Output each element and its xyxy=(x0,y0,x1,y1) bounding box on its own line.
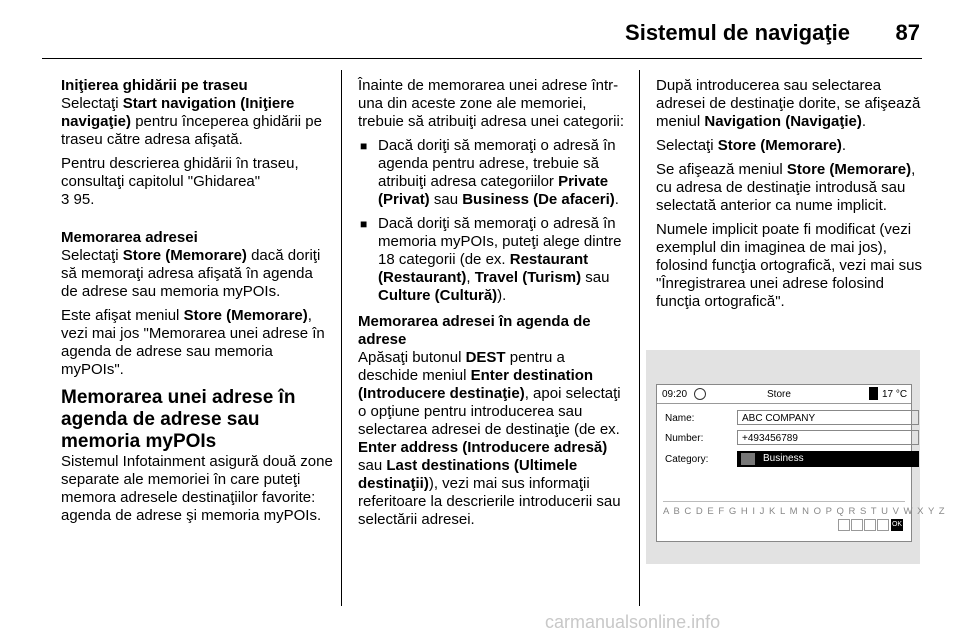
category-list xyxy=(358,137,628,305)
watermark: carmanualsonline.info xyxy=(545,612,721,632)
paragraph: Pentru descrierea ghidării în traseu, consultaţi capitolul "Ghidarea" 3 95. xyxy=(61,155,299,208)
store-screen-figure xyxy=(646,350,946,564)
bullet-icon: ■ xyxy=(360,217,368,231)
paragraph: Apăsaţi butonul DEST pentru a deschide meniul Enter destination (Introducere destinaţie), apoi selectaţi o opţiune pentru introducerea sau selectarea adresei de destinaţie (de ex. Enter address (Introducere adresă) sau Last destinations (Ultimele destinaţii)), vezi mai sus informaţii referitoare la descrierile introducerii sau selectării adresei. xyxy=(358,349,621,528)
cursor-icon[interactable] xyxy=(851,519,863,531)
column-divider-1 xyxy=(341,70,342,606)
screen-time: 09:20 xyxy=(662,389,688,400)
clock-icon xyxy=(694,388,706,400)
number-field[interactable]: +493456789 xyxy=(737,430,919,445)
delete-icon[interactable] xyxy=(864,519,876,531)
page-reference: 3 95. xyxy=(61,191,95,208)
section-heading: Memorarea unei adrese în agenda de adrese sau memoria myPOIs xyxy=(61,387,296,452)
paragraph: Selectaţi Store (Memorare). xyxy=(656,137,847,154)
infotainment-screen xyxy=(656,384,946,542)
screen-title: Store xyxy=(767,389,791,400)
category-value: Business xyxy=(763,453,804,464)
screen-status-bar xyxy=(657,385,911,404)
heading-store-in-address-book: Memorarea adresei în agenda de adrese xyxy=(358,313,591,348)
name-field[interactable]: ABC COMPANY xyxy=(737,410,919,425)
speller-controls xyxy=(837,519,903,531)
arrow-keys-icon[interactable] xyxy=(838,519,850,531)
paragraph: Selectaţi Start navigation (Iniţiere navigaţie) pentru începerea ghidării pe traseu către adresa afişată. xyxy=(61,95,322,148)
column-divider-2 xyxy=(639,70,640,606)
column-1 xyxy=(61,77,333,531)
paragraph: Se afişează meniul Store (Memorare), cu adresa de destinaţie introdusă sau selectată anterior ca nume implicit. xyxy=(656,161,916,214)
list-item: ■ Dacă doriţi să memoraţi o adresă în agenda pentru adrese, trebuie să atribuiţi adresa categoriilor Private (Privat) sau Business (De afaceri). xyxy=(360,137,619,208)
paragraph: Înainte de memorarea unei adrese într-una din aceste zone ale memoriei, trebuie să atribuiţi adresa unei categorii: xyxy=(358,77,624,130)
paragraph: După introducerea sau selectarea adresei de destinaţie dorite, se afişează meniul Navigation (Navigaţie). xyxy=(656,77,921,130)
screen-temperature: 17 °C xyxy=(882,389,908,400)
paragraph: Numele implicit poate fi modificat (vezi exemplul din imaginea de mai jos), folosind funcţia ortografică, vezi mai sus "Înregistrarea unei adrese folosind funcţia ortografică". xyxy=(656,221,922,310)
paragraph: Este afişat meniul Store (Memorare), vezi mai jos "Memorarea unei adrese în agenda de adrese sau memoria myPOIs". xyxy=(61,307,325,378)
abc-icon[interactable] xyxy=(877,519,889,531)
column-3 xyxy=(656,77,922,317)
column-2 xyxy=(358,77,628,535)
page-title: Sistemul de navigaţie xyxy=(625,20,850,45)
business-category-icon xyxy=(741,453,755,465)
number-label: Number: xyxy=(665,433,704,444)
page-number: 87 xyxy=(895,20,920,45)
category-label: Category: xyxy=(665,454,709,465)
paragraph: Sistemul Infotainment asigură două zone separate ale memoriei în care puteţi memora adresele destinaţiilor favorite: agenda de adrese şi memoria myPOIs. xyxy=(61,453,333,524)
paragraph: Selectaţi Store (Memorare) dacă doriţi să memoraţi adresa afişată în agenda de adrese sau memoria myPOIs. xyxy=(61,247,321,300)
heading-store-address: Memorarea adresei xyxy=(61,229,198,246)
thermometer-icon xyxy=(869,387,878,400)
header-rule xyxy=(42,58,922,59)
heading-start-guidance: Iniţierea ghidării pe traseu xyxy=(61,77,248,94)
ok-button[interactable]: OK xyxy=(891,519,903,531)
list-item: ■ Dacă doriţi să memoraţi o adresă în memoria myPOIs, puteţi alege dintre 18 categorii (de ex. Restaurant (Restaurant), Travel (Turism) sau Culture (Cultură)). xyxy=(360,215,622,304)
bullet-icon: ■ xyxy=(360,139,368,153)
speller-alphabet[interactable]: A B C D E F G H I J K L M N O P Q R S T U V W X Y Z xyxy=(663,501,905,517)
category-field[interactable] xyxy=(737,451,919,467)
name-label: Name: xyxy=(665,413,695,424)
